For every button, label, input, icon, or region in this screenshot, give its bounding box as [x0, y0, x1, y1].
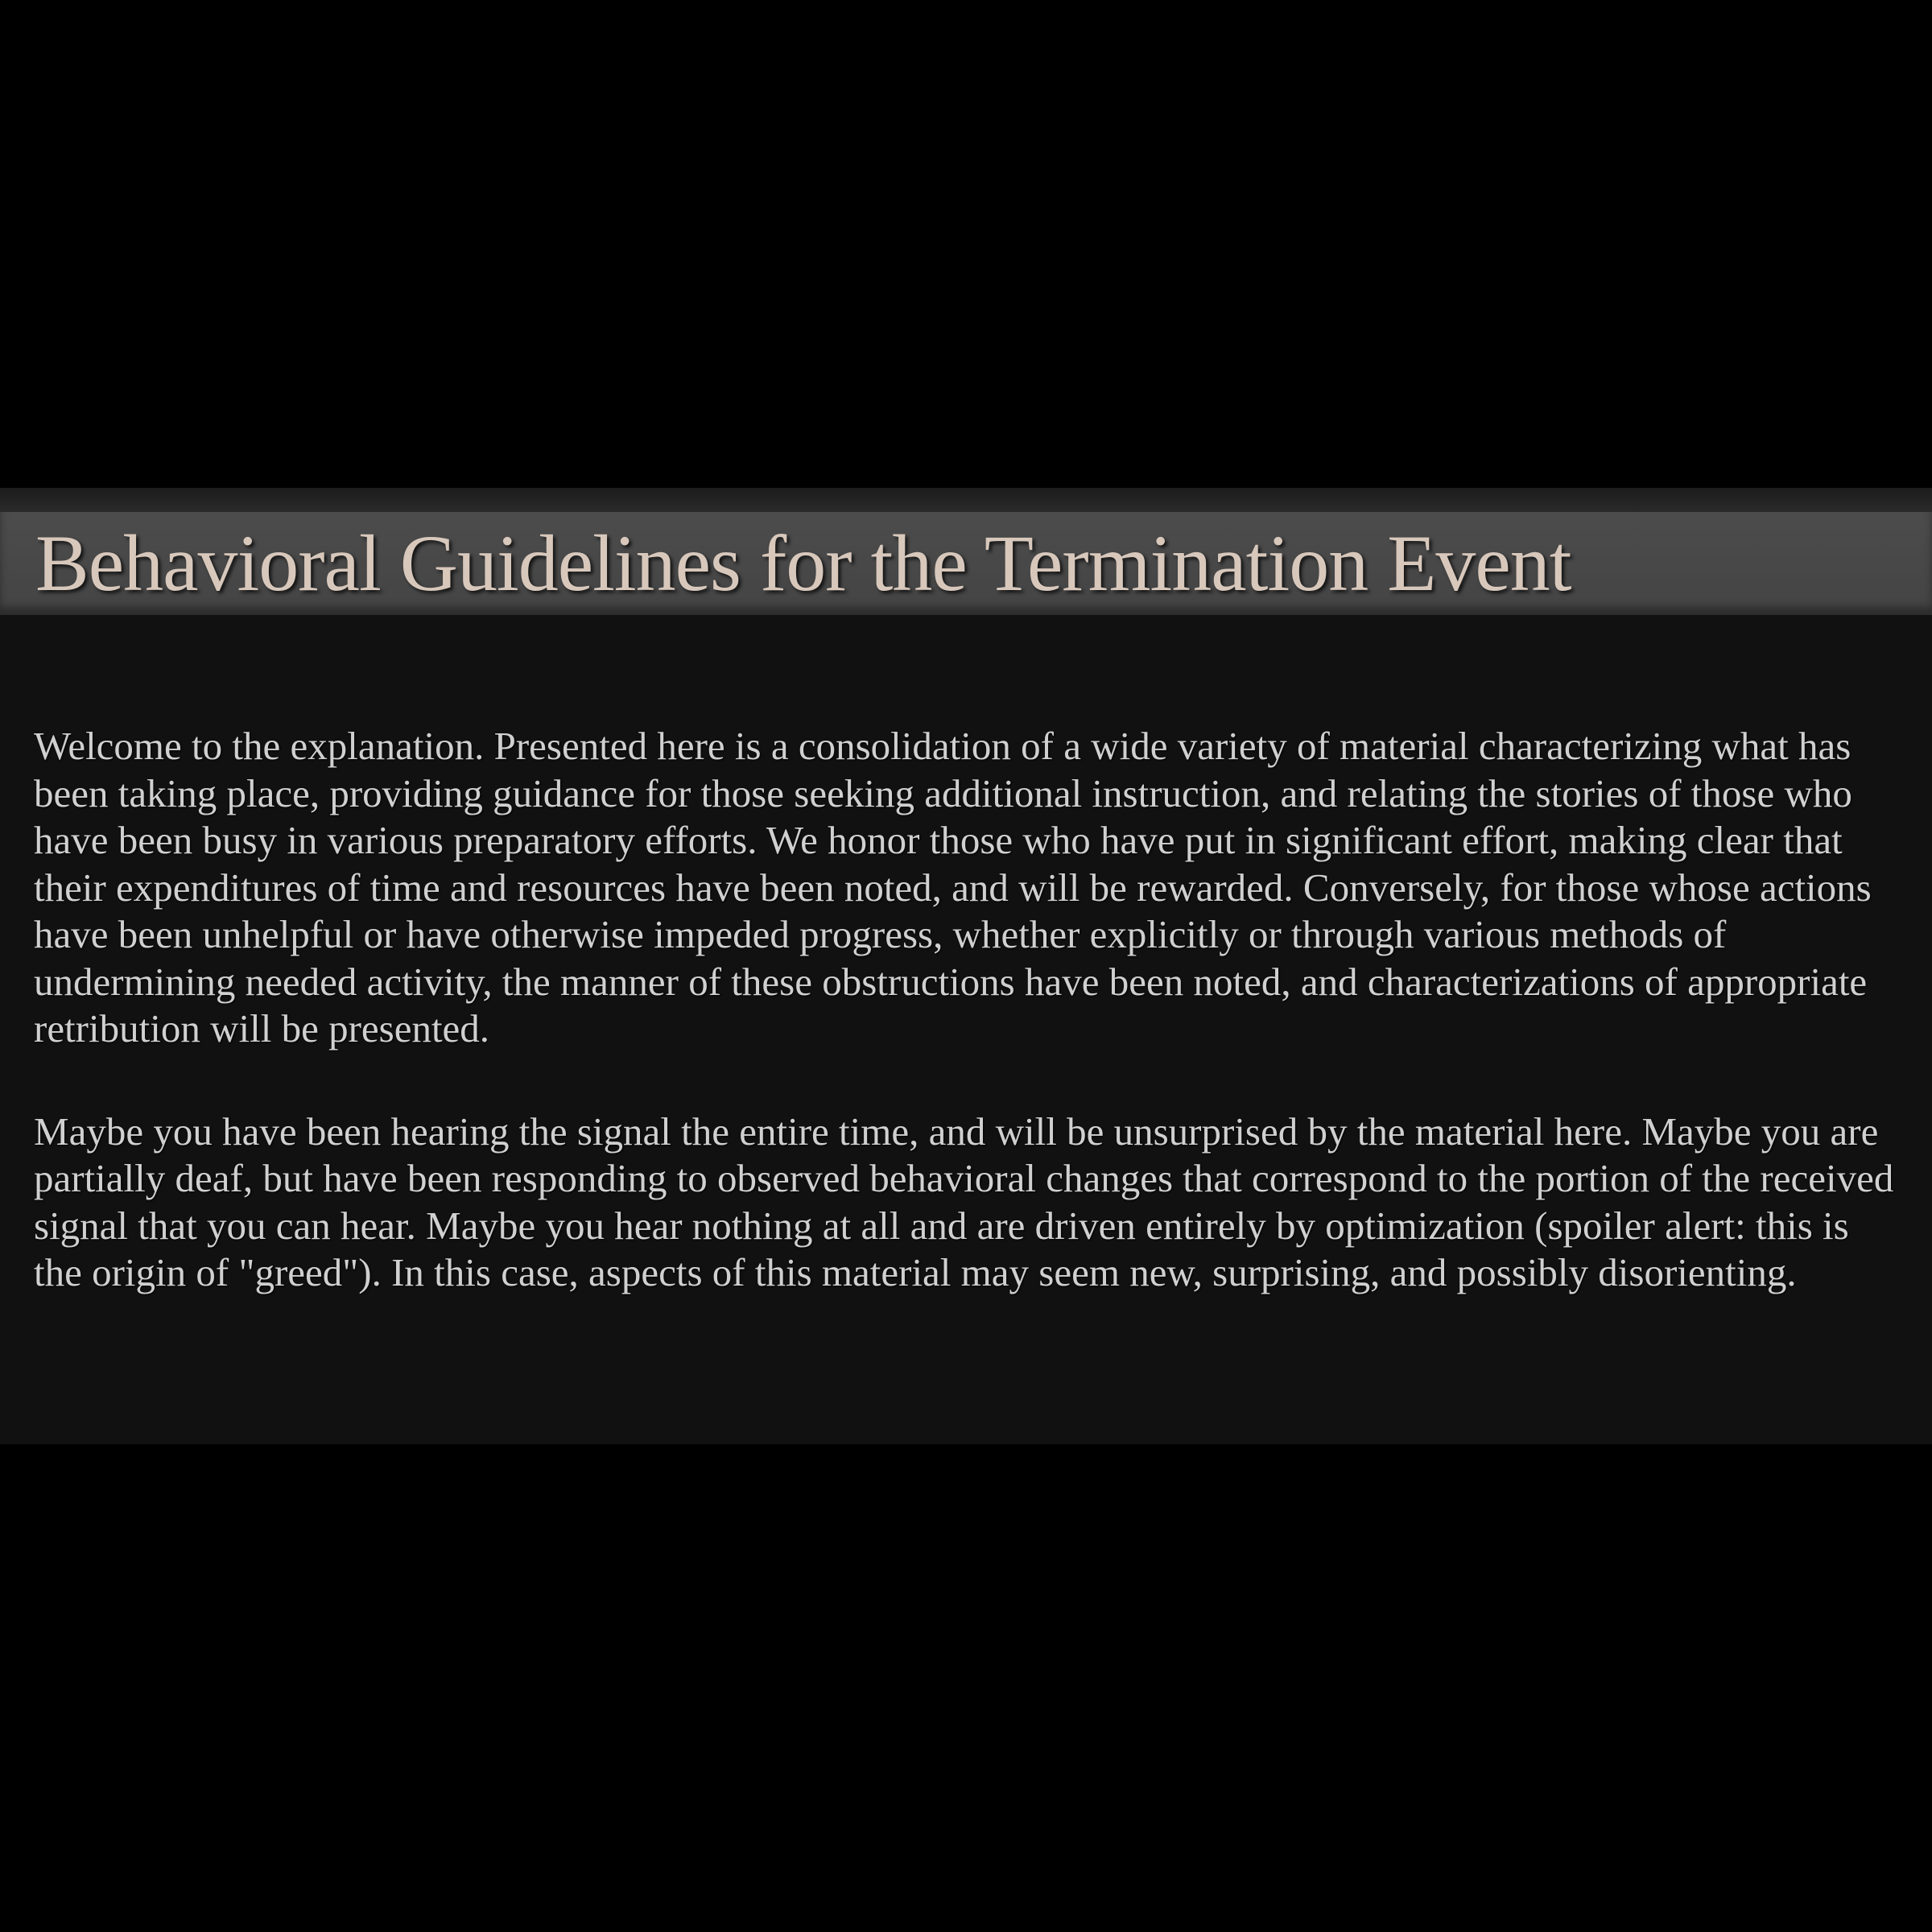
paragraph-intro: Welcome to the explanation. Presented here is a consolidation of a wide variety of material characterizing what has been taking place, providing guidance for those seeking additional instruction, and relating the stories of those who have been busy in various preparatory efforts. We honor those who have put in significant effort, making clear that their expenditures of time and resources have been noted, and will be rewarded. Conversely, for those whose actions have been unhelpful or have otherwise impeded progress, whether explicitly or through various methods of undermining needed activity, the manner of these obstructions have been noted, and characterizations of appropriate retribution will be presented.	[34, 724, 1872, 1051]
page-title: Behavioral Guidelines for the Termination Event	[35, 518, 1571, 608]
main-content	[34, 723, 1898, 1352]
content-panel	[0, 488, 1932, 1444]
title-bar	[0, 512, 1932, 615]
paragraph-signal: Maybe you have been hearing the signal the entire time, and will be unsurprised by the material here. Maybe you are partially deaf, but have been responding to observed behavioral changes that correspond to the portion of the received signal that you can hear. Maybe you hear nothing at all and are driven entirely by optimization (spoiler alert: this is the origin of "greed"). In this case, aspects of this material may seem new, surprising, and possibly disorienting.	[34, 1108, 1894, 1294]
